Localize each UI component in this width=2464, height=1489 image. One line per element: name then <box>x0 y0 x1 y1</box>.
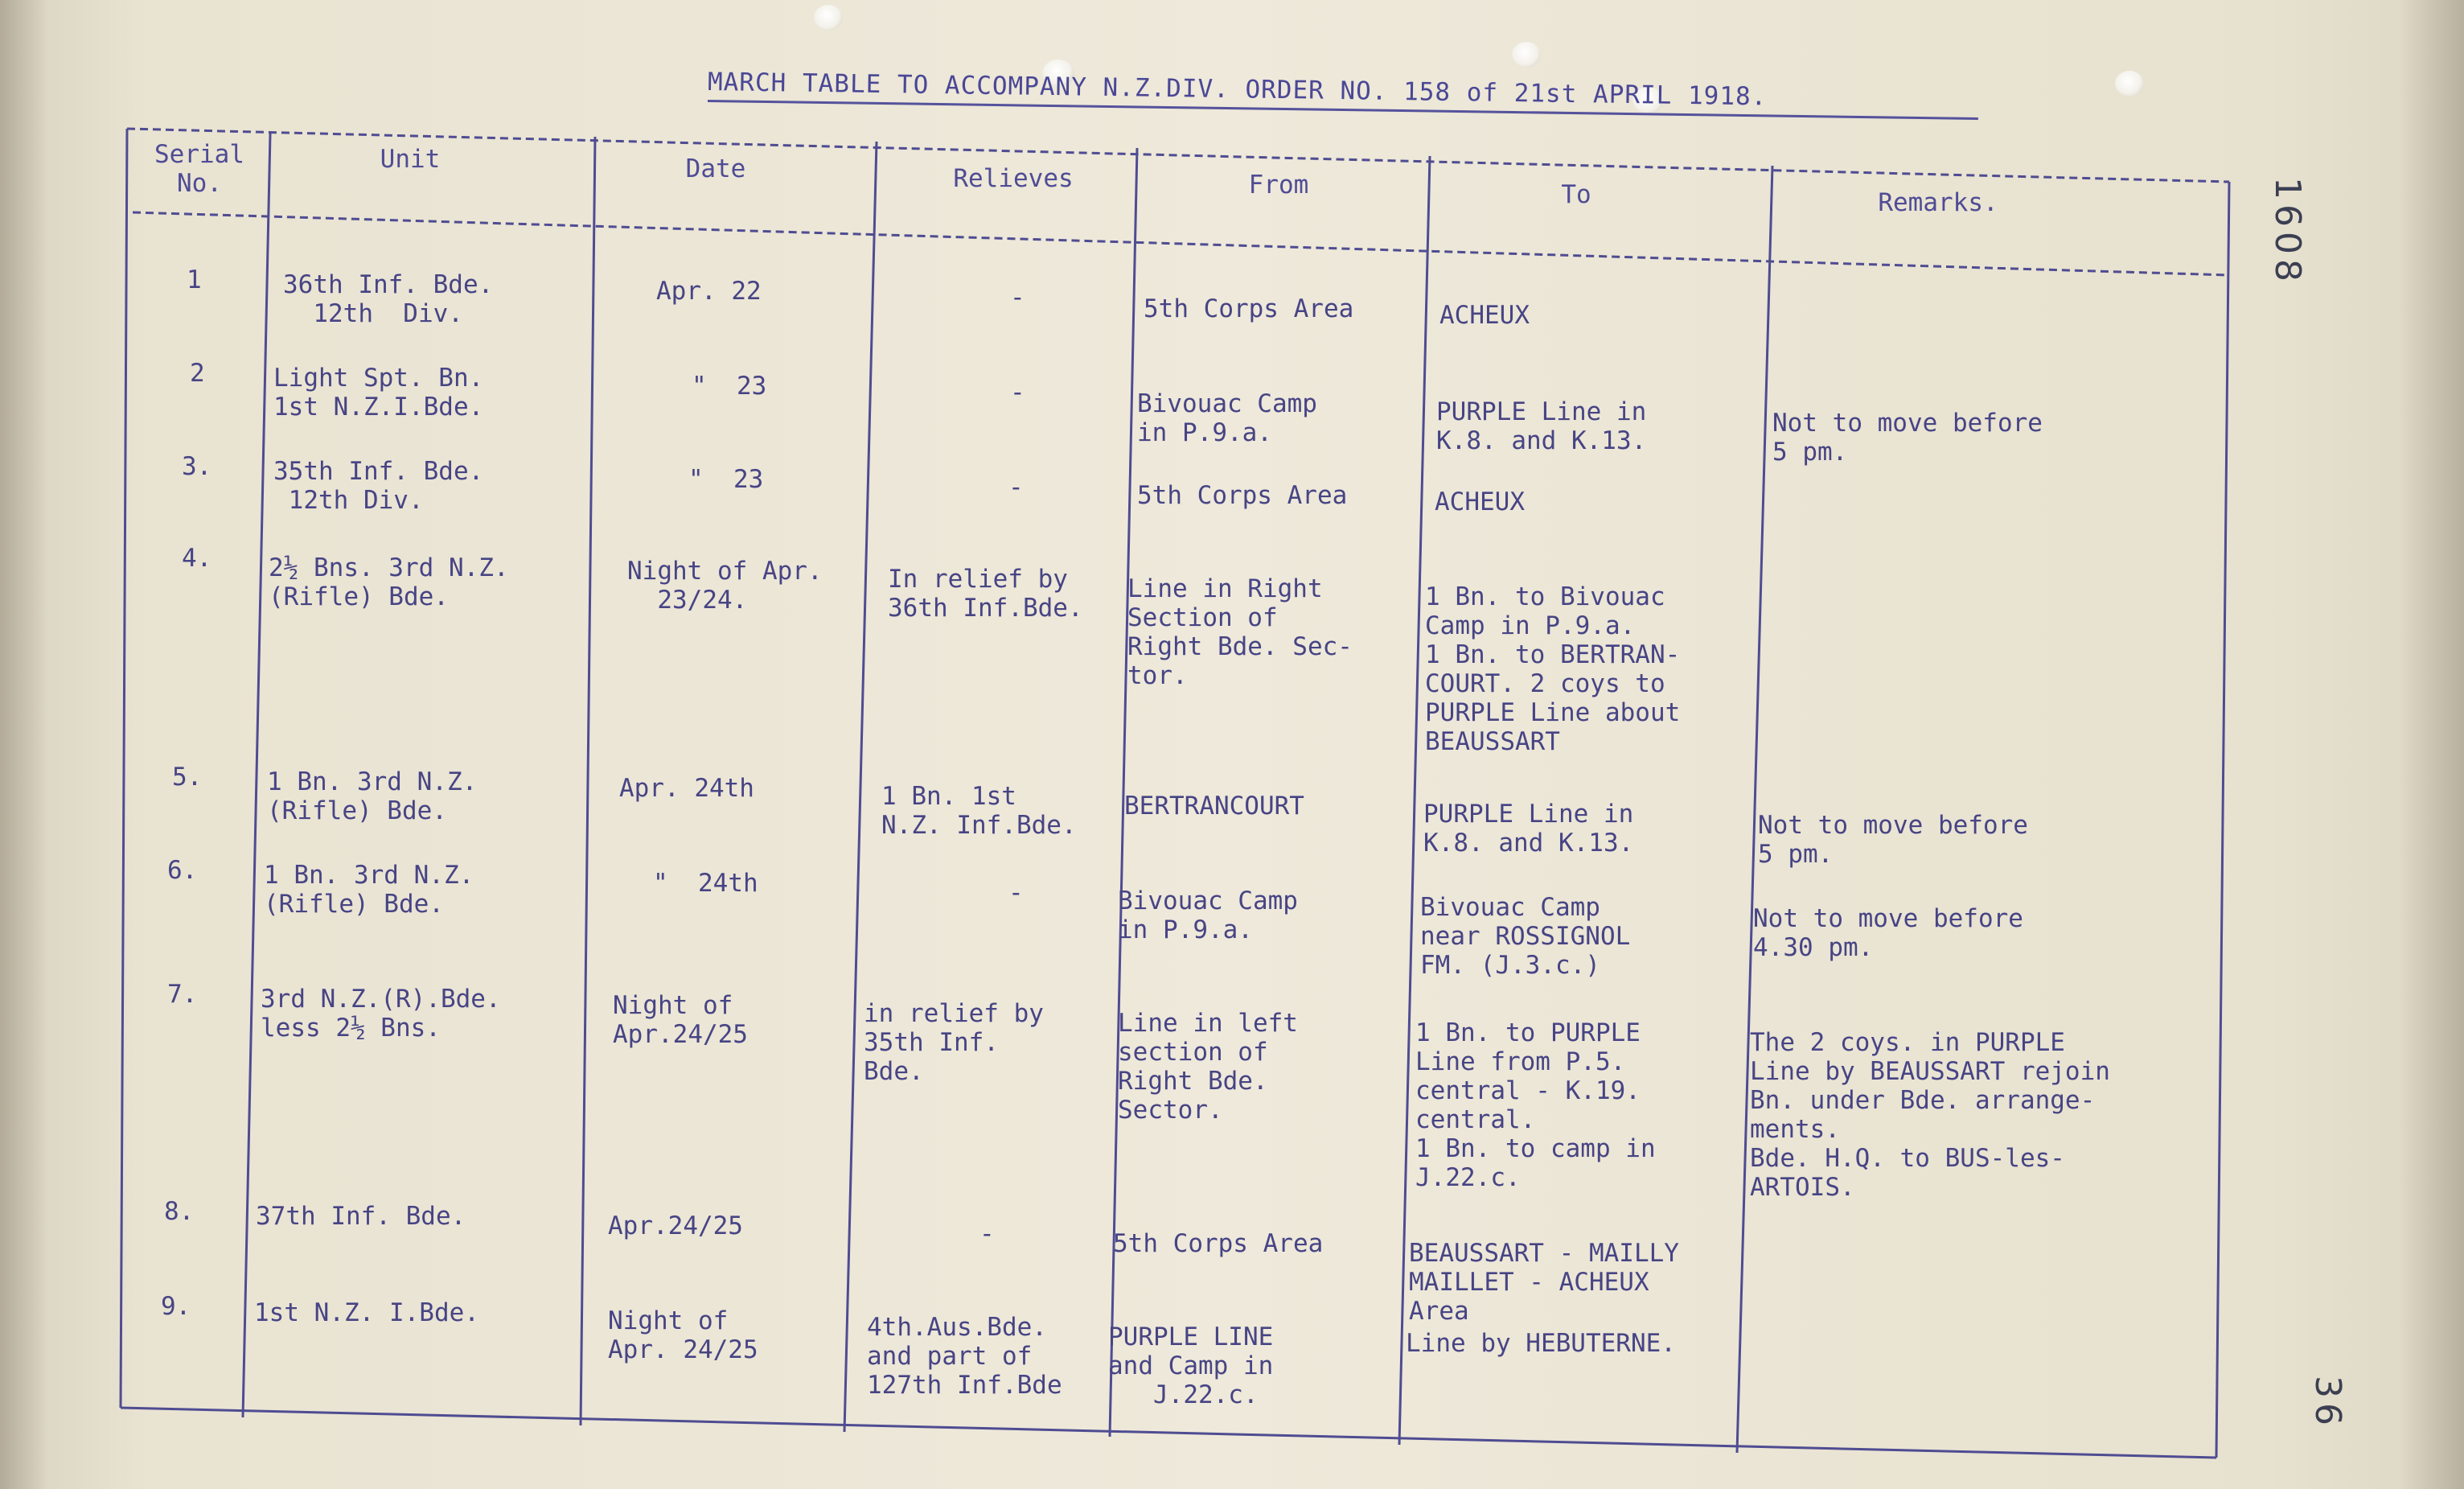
cell-unit: 1st N.Z. I.Bde. <box>254 1298 479 1327</box>
cell-serial: 5. <box>172 763 203 792</box>
cell-date: Night of Apr.24/25 <box>613 991 748 1049</box>
cell-date: Apr.24/25 <box>608 1211 743 1240</box>
cell-from: 5th Corps Area <box>1144 294 1354 323</box>
cell-from: 5th Corps Area <box>1137 481 1348 510</box>
cell-from: Bivouac Camp in P.9.a. <box>1137 389 1317 447</box>
cell-serial: 9. <box>161 1292 191 1321</box>
cell-relieves: In relief by 36th Inf.Bde. <box>888 565 1083 623</box>
cell-to: PURPLE Line in K.8. and K.13. <box>1423 800 1634 858</box>
cell-relieves: - <box>1008 878 1024 907</box>
cell-date: Night of Apr. 23/24. <box>627 557 823 615</box>
cell-from: PURPLE LINE and Camp in J.22.c. <box>1108 1322 1274 1409</box>
cell-relieves: 4th.Aus.Bde. and part of 127th Inf.Bde <box>867 1313 1062 1400</box>
cell-date: " 23 <box>692 372 767 401</box>
header-date: Date <box>685 154 746 183</box>
cell-relieves: - <box>1010 283 1025 312</box>
cell-unit: Light Spt. Bn. 1st N.Z.I.Bde. <box>273 364 484 422</box>
cell-date: Night of Apr. 24/25 <box>608 1306 758 1364</box>
header-from: From <box>1248 171 1309 199</box>
cell-relieves: 1 Bn. 1st N.Z. Inf.Bde. <box>881 782 1077 840</box>
header-unit: Unit <box>380 145 441 174</box>
cell-to: ACHEUX <box>1435 487 1525 516</box>
cell-unit: 1 Bn. 3rd N.Z. (Rifle) Bde. <box>264 861 474 919</box>
header-relieves: Relieves <box>953 164 1074 193</box>
cell-date: " 23 <box>688 465 764 494</box>
cell-to: PURPLE Line in K.8. and K.13. <box>1436 397 1647 455</box>
cell-relieves: - <box>1010 378 1025 407</box>
cell-to: Line by HEBUTERNE. <box>1406 1329 1676 1358</box>
cell-from: 5th Corps Area <box>1113 1229 1324 1258</box>
cell-from: Line in left section of Right Bde. Sector. <box>1118 1009 1298 1125</box>
cell-serial: 4. <box>182 544 212 573</box>
cell-to: Bivouac Camp near ROSSIGNOL FM. (J.3.c.) <box>1420 893 1631 980</box>
cell-to: 1 Bn. to Bivouac Camp in P.9.a. 1 Bn. to BERTRAN- COURT. 2 coys to PURPLE Line about BEAUSSART <box>1425 582 1681 756</box>
header-to: To <box>1561 180 1591 209</box>
cell-to: 1 Bn. to PURPLE Line from P.5. central - K.19. central. 1 Bn. to camp in J.22.c. <box>1415 1018 1656 1192</box>
cell-serial: 3. <box>182 452 212 481</box>
cell-relieves: in relief by 35th Inf. Bde. <box>864 999 1044 1086</box>
cell-unit: 1 Bn. 3rd N.Z. (Rifle) Bde. <box>267 767 478 825</box>
cell-date: Apr. 22 <box>656 277 762 306</box>
header-serial-no: Serial No. <box>154 140 244 198</box>
cell-serial: 7. <box>167 980 198 1009</box>
cell-remarks: Not to move before 5 pm. <box>1758 811 2028 869</box>
header-remarks: Remarks. <box>1878 188 1998 217</box>
margin-page-number: 36 <box>2307 1376 2348 1430</box>
document-title: MARCH TABLE TO ACCOMPANY N.Z.DIV. ORDER NO. 158 of 21st APRIL 1918. <box>707 68 1768 112</box>
cell-unit: 2½ Bns. 3rd N.Z. (Rifle) Bde. <box>269 553 509 611</box>
cell-remarks: Not to move before 4.30 pm. <box>1753 904 2023 962</box>
cell-from: Line in Right Section of Right Bde. Sec- tor. <box>1127 574 1353 690</box>
cell-serial: 6. <box>167 856 198 885</box>
cell-relieves: - <box>979 1220 995 1248</box>
cell-unit: 37th Inf. Bde. <box>256 1202 466 1231</box>
cell-date: " 24th <box>653 869 758 898</box>
cell-remarks: Not to move before 5 pm. <box>1772 409 2043 467</box>
cell-from: BERTRANCOURT <box>1124 792 1304 821</box>
cell-unit: 36th Inf. Bde. 12th Div. <box>283 270 494 328</box>
cell-relieves: - <box>1008 473 1024 502</box>
cell-unit: 35th Inf. Bde. 12th Div. <box>273 457 484 515</box>
cell-to: BEAUSSART - MAILLY MAILLET - ACHEUX Area <box>1409 1239 1679 1326</box>
cell-unit: 3rd N.Z.(R).Bde. less 2½ Bns. <box>261 985 501 1043</box>
cell-date: Apr. 24th <box>619 774 754 803</box>
cell-serial: 1 <box>187 265 202 294</box>
cell-serial: 2 <box>190 359 205 388</box>
cell-from: Bivouac Camp in P.9.a. <box>1118 886 1298 944</box>
cell-serial: 8. <box>164 1197 195 1226</box>
cell-remarks: The 2 coys. in PURPLE Line by BEAUSSART rejoin Bn. under Bde. arrange- ments. Bde. H.Q. to BUS-les- ARTOIS. <box>1750 1028 2110 1202</box>
margin-stamp-number: 1608 <box>2267 177 2308 286</box>
cell-to: ACHEUX <box>1439 301 1530 330</box>
